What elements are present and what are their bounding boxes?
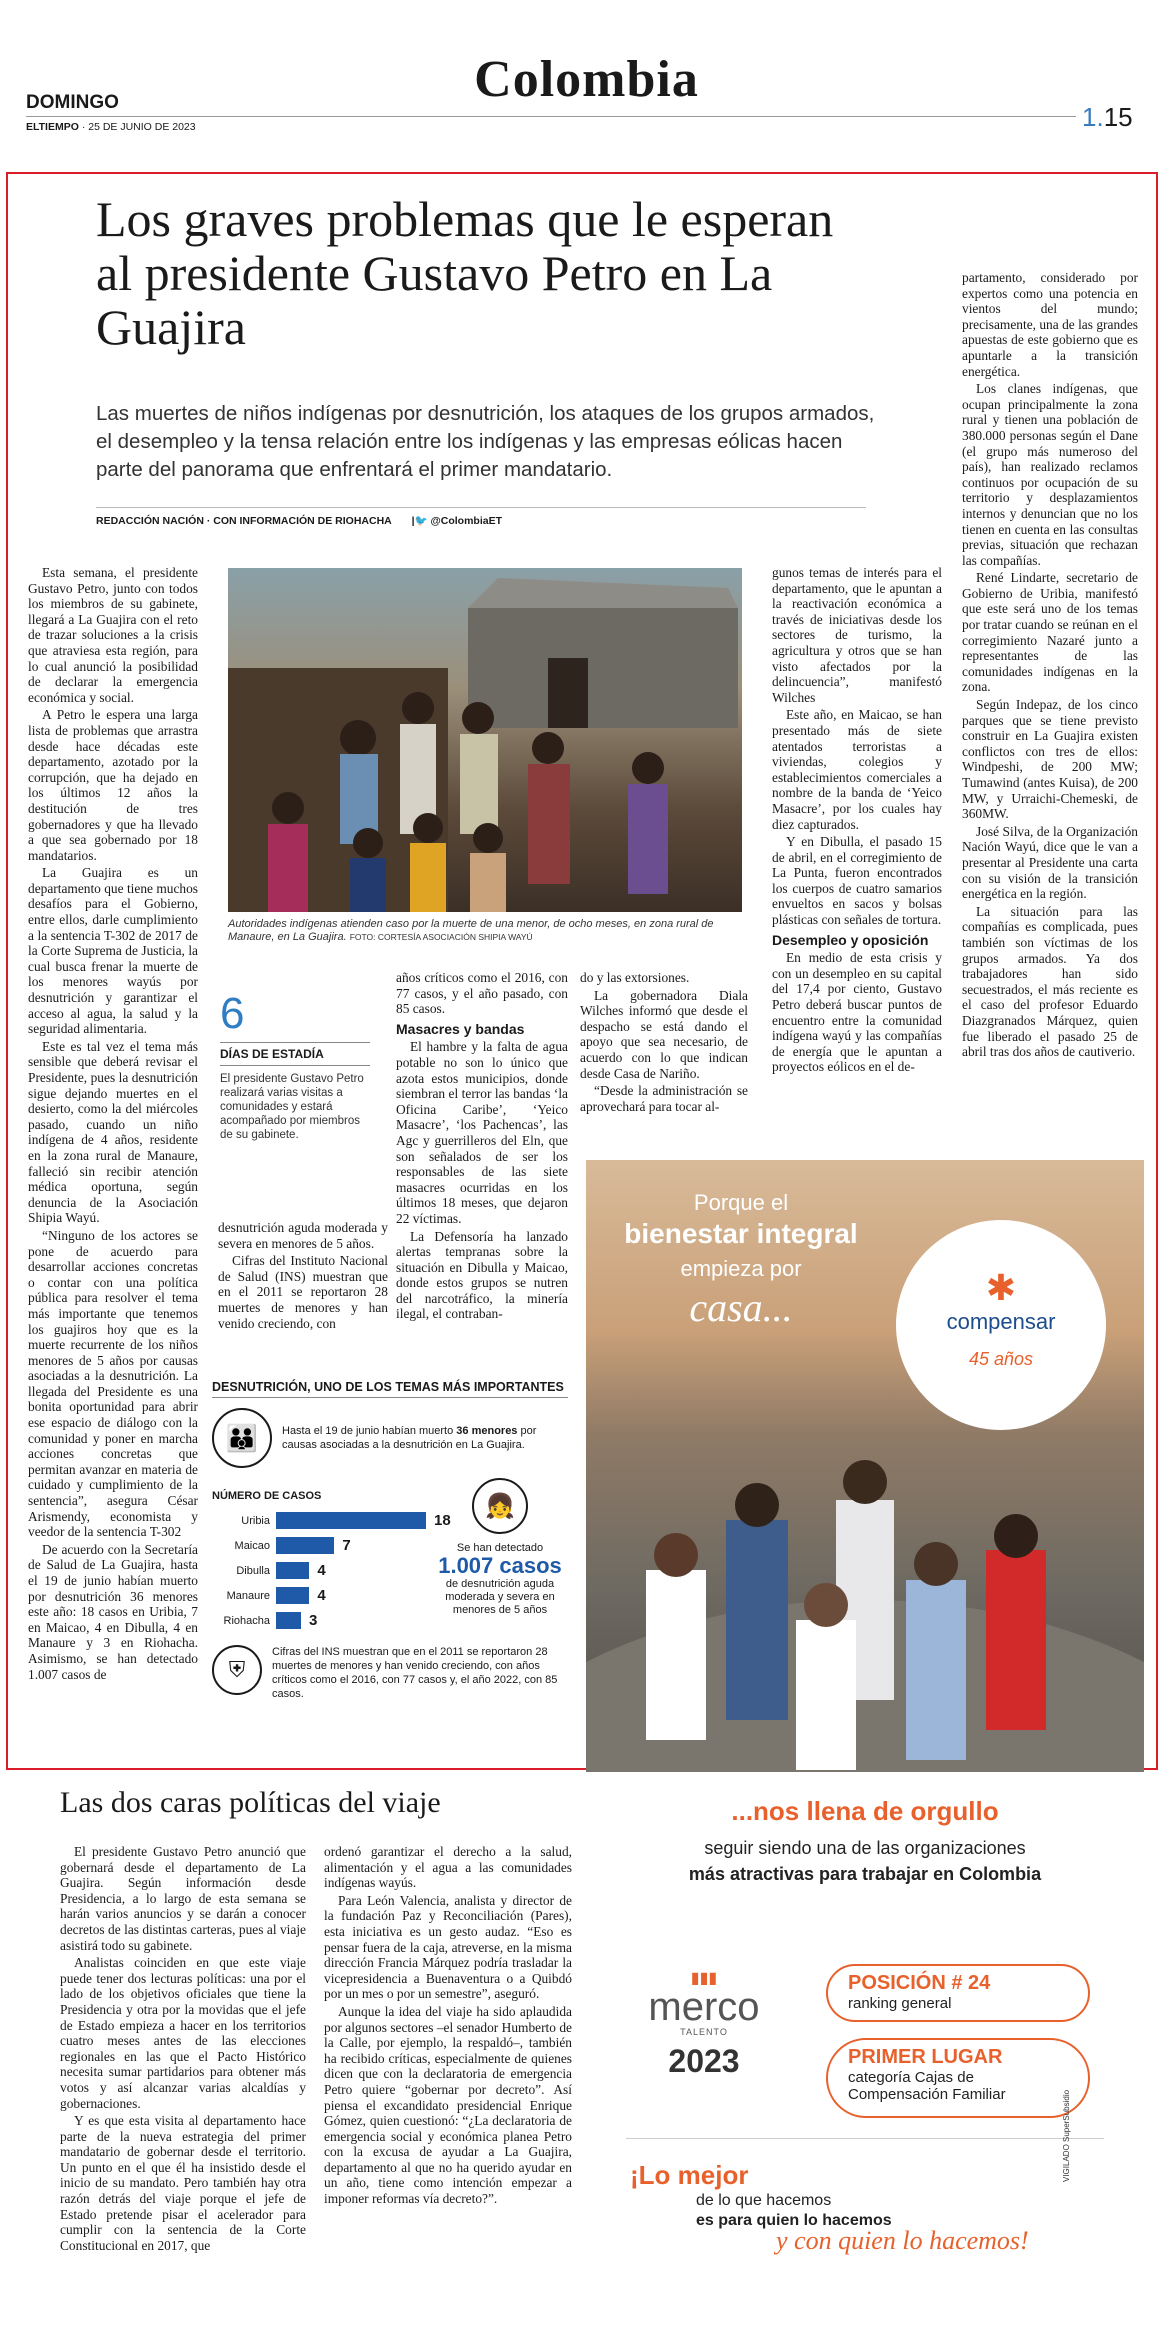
children-icon: 👧 — [472, 1478, 528, 1534]
paragraph: desnutrición aguda moderada y severa en menores de 5 años. — [218, 1220, 388, 1251]
infographic-title: DESNUTRICIÓN, UNO DE LOS TEMAS MÁS IMPORTANTES — [212, 1380, 568, 1398]
paragraph: Los clanes indígenas, que ocupan principalmente la zona rural y tienen una población de 380.000 personas según el Dane (el grupo más numeroso del país), han realizado reclamos continuos por ocupación de su territorio y desplazamientos internos y denuncian que no los tienen en cuenta en las consultas previas, situación que rechazan las compañías. — [962, 381, 1138, 568]
twitter-icon: |🐦 — [411, 515, 428, 527]
days-text: El presidente Gustavo Petro realizará varias visitas a comunidades y estará acompañado por miembros de su gabinete. — [220, 1073, 364, 1141]
photo-credit: FOTO: CORTESÍA ASOCIACIÓN SHIPIA WAYÚ — [349, 932, 533, 942]
ad-lower-block — [586, 1772, 1144, 2308]
section-title: Colombia — [474, 51, 699, 108]
merco-name: merco — [648, 1985, 760, 2029]
paragraph: José Silva, de la Organización Nación Wayú, dice que le van a presentar al Presidente una carta con su visión de la transición energética en la región. — [962, 823, 1138, 902]
lede: Las muertes de niños indígenas por desnutrición, los ataques de los grupos armados, el desempleo y la tensa relación entre los indígenas y las empresas eólicas hacen parte del panorama que enfrentará el primer mandatario. — [96, 402, 875, 481]
article-col-5 — [772, 565, 942, 1077]
deaths-pre: Hasta el 19 de junio habían muerto — [282, 1425, 457, 1437]
paragraph: Y en Dibulla, el pasado 15 de abril, en el corregimiento de La Punta, fueron encontrados los cuerpos de cuatro samarios envueltos en sacos y bolsas plásticas con señales de tortura. — [772, 834, 942, 928]
vigilado-label: VIGILADO SuperSubsidio — [1062, 2089, 1071, 2182]
ad-line4: casa... — [689, 1285, 793, 1330]
deaths-bold: 36 menores — [456, 1425, 518, 1437]
bar-value: 4 — [317, 1587, 326, 1604]
ad-line2: bienestar integral — [624, 1218, 858, 1249]
hospital-icon: ⛨ — [212, 1645, 262, 1695]
days-sidebar — [220, 989, 380, 1142]
paragraph: El hambre y la falta de agua potable no son lo único que azota estos municipios, donde siembran el terror las bandas ‘la Oficina Caribe’, ‘Yeico Masacre’, ‘los Pachencas’, las Agc y guerrilleros del Eln, que son señalados de ser los responsables de las siete masacres ocurridas en los últimos 18 meses, que dejaron 22 víctimas. — [396, 1039, 568, 1226]
article-col-1 — [28, 565, 198, 1684]
best-line3: es para quien lo hacemos — [696, 2212, 892, 2229]
headline: Los graves problemas que le esperan al presidente Gustavo Petro en La Guajira — [96, 191, 834, 355]
merco-talento: TALENTO — [680, 2027, 728, 2037]
paragraph: “Desde la administración se aprovechará para tocar al- — [580, 1083, 748, 1114]
ad-pride: ...nos llena de orgullo — [731, 1796, 999, 1826]
merco-bars-icon: ▮▮▮ — [690, 1968, 718, 1987]
compensar-brand: compensar — [946, 1309, 1056, 1334]
ad-line1: Porque el — [693, 1190, 789, 1215]
bar-value: 7 — [342, 1537, 351, 1554]
position-box — [826, 1964, 1090, 2022]
page-number — [1082, 102, 1133, 133]
first-sub1: categoría Cajas de — [848, 2069, 974, 2086]
best-line2: de lo que hacemos — [696, 2192, 832, 2209]
bar — [276, 1562, 309, 1579]
paragraph: En medio de esta crisis y con un desempleo en su capital del 17,4 por ciento, Gustavo Petro deberá buscar puntos de encuentro entre la comunidad indígena wayú y las compañías de energía que le apuntan a proyectos eólicos en el de- — [772, 950, 942, 1075]
paragraph: Para León Valencia, analista y director de la fundación Paz y Reconciliación (Pares), esta iniciativa es un gesto audaz. “Eso es pensar fuera de la caja, atreverse, en la misma dirección Francia Márquez podría trasladar la vicepresidencia a Buenaventura o a Quibdó por un mes o por un semestre”, aseguró. — [324, 1892, 572, 2002]
bar-value: 4 — [317, 1562, 326, 1579]
byline-rule — [96, 507, 866, 508]
paragraph: Cifras del Instituto Nacional de Salud (INS) muestran que en el 2011 se reportaron 28 muertes de menores y han venido creciendo, con — [218, 1253, 388, 1331]
subhead-desempleo: Desempleo y oposición — [772, 931, 929, 948]
bar-label: Dibulla — [236, 1564, 270, 1577]
bar-label: Uribia — [241, 1514, 270, 1527]
article2-col-1 — [60, 1844, 306, 2255]
detected-num: 1.007 casos — [438, 1553, 562, 1578]
infographic — [212, 1380, 568, 1740]
paragraph: gunos temas de interés para el departamento, que le apuntan a la reactivación económica a través de iniciativas desde los sectores de turismo, la agricultura y otros que se han visto afectados por la delincuencia”, manifestó Wilches — [772, 565, 942, 705]
best-line1: ¡Lo mejor — [630, 2160, 749, 2190]
paragraph: Aunque la idea del viaje ha sido aplaudida por algunos sectores –el senador Humberto de la Calle, por ejemplo, la respaldó–, también ha recibido críticas, especialmente de quienes dicen que con la declaratoria de emergencia Petro quiere “gobernar por decreto”. Así piensa el excandidato presidencial Enrique Gómez, quien cuestionó: “¿La declaratoria de emergencia social y económica planea Petro con la excusa de ayudar a La Guajira, departamento al que no ha querido ayudar en un año, tiene como intención empezar a imponer reformas vía decreto?”. — [324, 2003, 572, 2207]
ad-divider — [626, 2138, 1104, 2139]
paragraph: La Guajira es un departamento que tiene muchos desafíos para el Gobierno, entre ellos, darle cumplimiento a la sentencia T-302 de 2017 de la Corte Suprema de Justicia, la cual busca frenar la muerte de los menores wayús por desnutrición y garantizar el acceso al agua, la salud y la seguridad alimentaria. — [28, 865, 198, 1037]
cases-label: NÚMERO DE CASOS — [212, 1490, 322, 1502]
ins-callout — [212, 1645, 568, 1701]
ad-line3: empieza por — [680, 1256, 802, 1281]
twitter-handle[interactable]: @ColombiaET — [430, 515, 503, 527]
paragraph: La gobernadora Diala Wilches informó que desde el despacho se está dando el apoyo que sea necesario, de acuerdo con lo que indican desde Casa de Nariño. — [580, 987, 748, 1081]
paragraph: A Petro le espera una larga lista de problemas que arrastra desde hace décadas este departamento, azotado por la corrupción, que ha dejado en los últimos 12 años la destitución de tres gobernadores y que ha llevado a que sea gobernado por 18 mandatarios. — [28, 707, 198, 863]
first-sub2: Compensación Familiar — [848, 2086, 1006, 2103]
paragraph: do y las extorsiones. — [580, 970, 690, 985]
article2-col-2 — [324, 1844, 572, 2209]
paragraph: ordenó garantizar el derecho a la salud, alimentación y el agua a las comunidades indígenas wayús. — [324, 1844, 572, 1891]
paragraph: De acuerdo con la Secretaría de Salud de La Guajira, hasta el 19 de junio habían muerto por desnutrición 36 menores este año: 18 casos en Uribia, 7 en Maicao, 4 en Dibulla, 4 en Manaure y 3 en Riohacha. Asimismo, se han detectado 1.007 casos de — [28, 1541, 198, 1682]
paragraph: Y es que esta visita al departamento hace parte de la nueva estrategia del primer mandatario de gobernar desde el territorio. Un punto en el que él ha insistido desde el inicio de su mandato. Pero también hay otra razón detrás del viaje porque el jefe de Estado pretende pisar el acelerador para cumplir con la sentencia de la Corte Constitucional en 2017, que — [60, 2113, 306, 2253]
header-rule — [26, 116, 1076, 117]
ad-photo-block — [586, 1160, 1144, 1772]
position-title: POSICIÓN # 24 — [848, 1972, 991, 1994]
ad-sub1: seguir siendo una de las organizaciones — [704, 1838, 1026, 1858]
deaths-callout — [212, 1408, 568, 1468]
detected-rest: de desnutrición aguda moderada y severa en menores de 5 años — [445, 1578, 555, 1616]
paragraph: René Lindarte, secretario de Gobierno de Uribia, manifestó que este será uno de los temas por tratar cuando se reúnan en el corregimiento Nazaré junto a representantes de las comunidades indígenas en la zona. — [962, 570, 1138, 695]
article-col-3 — [396, 970, 568, 1324]
bar-value: 18 — [434, 1512, 451, 1529]
article-col-6 — [962, 270, 1138, 1062]
first-title: PRIMER LUGAR — [848, 2046, 1003, 2068]
paper-name: ELTIEMPO — [26, 121, 79, 133]
paragraph: Según Indepaz, de los cinco parques que se tiene previsto construir en La Guajira existen conflictos con tres de ellos: Windpeshi, de 200 MW; Tumawind (antes Kuisa), de 200 MW, y Urraichi-Chemeski, de 360MW. — [962, 697, 1138, 822]
compensar-logo-icon: ✱ — [985, 1268, 1017, 1309]
sidebar-rule — [220, 1042, 370, 1043]
paragraph: “Ninguno de los actores se pone de acuerdo para desarrollar acciones concretas o contar con una política pública para resolver el tema más importante que tenemos los guajiros hoy que es la muerte recurrente de los niños menores de 5 años por causas asociadas a la desnutrición. La llegada del Presidente es una bonita oportunidad para abrir ese espacio de diálogo con la comunidad y poner en marcha acciones concretas que permitan avanzar en materia de cuidado y cumplimiento de la sentencia”, asegura César Arismendy, economista y veedor de la sentencia T-302 — [28, 1227, 198, 1540]
merco-year: 2023 — [668, 2043, 740, 2079]
compensar-anniv: 45 años — [968, 1349, 1034, 1369]
paragraph: Esta semana, el presidente Gustavo Petro, junto con todos los miembros de su gabinete, llegará a La Guajira con el reto de trazar soluciones a la crisis que atraviesa esta región, para lo cual anunció la posibilidad de declarar la emergencia económica y social. — [28, 565, 198, 705]
article-photo — [228, 568, 742, 912]
subhead-masacres: Masacres y bandas — [396, 1020, 525, 1037]
article-col-4 — [580, 970, 748, 1116]
header-day: DOMINGO — [26, 92, 119, 113]
paragraph: años críticos como el 2016, con 77 casos, y el año pasado, con 85 casos. — [396, 970, 568, 1017]
header-dateline — [26, 121, 196, 133]
bar — [276, 1537, 334, 1554]
article-col-2 — [218, 1220, 388, 1333]
merco-logo — [630, 1968, 778, 2080]
bar-value: 3 — [309, 1612, 318, 1629]
photo-caption — [228, 918, 742, 944]
byline — [96, 514, 502, 527]
paragraph: Este año, en Maicao, se han presentado más de siete atentados terroristas a viviendas, colegios y establecimientos comerciales a nombre de la banda de ‘Yeico Masacre’, por los cuales hay diez capturados. — [772, 707, 942, 832]
ins-text: Cifras del INS muestran que en el 2011 se reportaron 28 muertes de menores y han venido creciendo, con años críticos como el 2016, con 77 casos y, el año 2022, con 85 casos. — [272, 1646, 558, 1700]
detected-label: Se han detectado — [456, 1542, 544, 1554]
first-place-box — [826, 2038, 1090, 2118]
bar-label: Maicao — [234, 1539, 270, 1552]
family-icon: 👪 — [212, 1408, 272, 1468]
ad-sub2: más atractivas para trabajar en Colombia — [688, 1864, 1042, 1884]
paragraph: partamento, considerado por expertos como una potencia en vientos del mundo; precisamente, una de las grandes apuestas de este gobierno que es apuntarle a la transición energética. — [962, 270, 1138, 379]
paragraph: Este es tal vez el tema más sensible que deberá revisar el Presidente, pues la desnutrición sigue dejando muertes en el desierto, como la del miércoles pasado, cuando un niño indígena de 4 años, residente en la zona rural de Manaure, falleció sin recibir atención médica oportuna, según denuncia de la Asociación Shipia Wayú. — [28, 1038, 198, 1226]
detected-callout — [434, 1478, 566, 1617]
paragraph: La Defensoría ha lanzado alertas tempranas sobre la situación en Dibulla y Maicao, donde estos grupos se nutren del narcotráfico, la minería ilegal, el contraban- — [396, 1228, 568, 1322]
page-num: 15 — [1103, 102, 1133, 132]
days-title: DÍAS DE ESTADÍA — [220, 1047, 324, 1061]
days-number: 6 — [220, 989, 245, 1038]
bar — [276, 1512, 426, 1529]
position-sub: ranking general — [848, 1995, 952, 2012]
header-date: · 25 DE JUNIO DE 2023 — [81, 121, 196, 133]
paragraph: El presidente Gustavo Petro anunció que gobernará desde el departamento de La Guajira. Según información desde Presidencia, a lo largo de esta semana se harán varios anuncios y se darán a conocer decretos de las distintas carteras, pues al viaje asistirá todo su gabinete. — [60, 1844, 306, 1953]
deaths-post: por causas asociadas a la desnutrición en La Guajira. — [282, 1425, 537, 1451]
sidebar-rule-2 — [220, 1065, 370, 1066]
article2-headline: Las dos caras políticas del viaje — [60, 1786, 441, 1819]
bar-label: Manaure — [226, 1589, 270, 1602]
compensar-badge[interactable] — [896, 1220, 1106, 1430]
caption-text: Autoridades indígenas atienden caso por la muerte de una menor, de ocho meses, en zona rural de Manaure, en La Guajira. — [228, 918, 714, 943]
bar — [276, 1612, 301, 1629]
paragraph: Analistas coinciden en que este viaje puede tener dos lecturas políticas: una por el lado de los objetivos oficiales que tiene la Presidencia y otra por la movidas que el jefe de Estado empieza a hacer en los territorios cuatro meses antes de las elecciones regionales en las que el Pacto Histórico necesita sumar partidarios para obtener más votos y así alcanzar varias alcaldías y gobernaciones. — [60, 1955, 306, 2111]
village-photo-illustration — [228, 568, 742, 912]
bar — [276, 1587, 309, 1604]
bar-label: Riohacha — [223, 1614, 270, 1627]
paragraph: La situación para las compañías es complicada, pues también son víctimas de los grupos armados. Ya dos trabajadores han sido secuestrados, el más reciente es el caso del profesor Eduardo Diazgranados Márquez, quien fue liberado el pasado 25 de abril tras dos años de cautiverio. — [962, 903, 1138, 1060]
byline-text: REDACCIÓN NACIÓN · CON INFORMACIÓN DE RIOHACHA — [96, 515, 392, 527]
best-line4: y con quien lo hacemos! — [776, 2226, 1029, 2255]
page-prefix: 1. — [1082, 102, 1104, 132]
